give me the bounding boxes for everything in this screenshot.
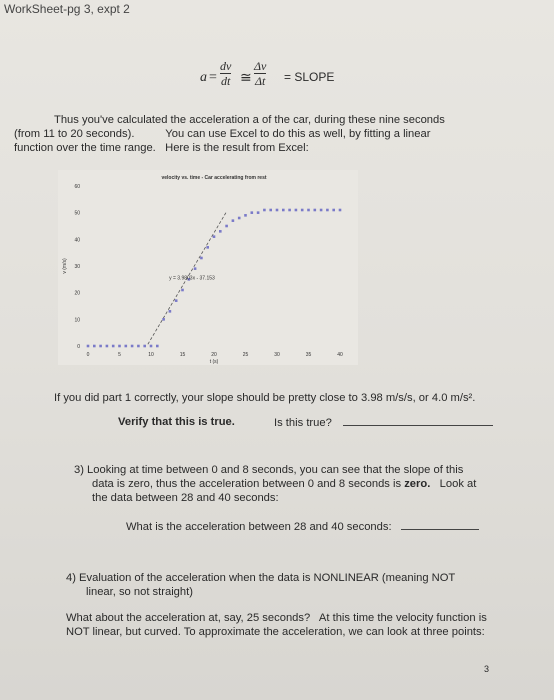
chart-title: velocity vs. time - Car accelerating from rest	[161, 175, 267, 181]
data-point	[131, 345, 134, 348]
trendline-equation: y = 3.9803x - 37.153	[169, 275, 215, 282]
data-point	[332, 209, 335, 212]
part3-answer-blank[interactable]	[401, 520, 479, 530]
page-number: 3	[484, 664, 490, 674]
x-tick-label: 35	[305, 352, 312, 358]
x-tick-label: 25	[242, 352, 249, 358]
data-point	[194, 267, 197, 270]
data-point	[150, 345, 153, 348]
intro-line-3: function over the time range. Here is the result from Excel:	[14, 142, 309, 154]
part3-line-3: the data between 28 and 40 seconds:	[92, 492, 279, 504]
data-point	[263, 209, 266, 212]
part3-question-text: What is the acceleration between 28 and 40 seconds:	[126, 521, 392, 533]
y-tick-label: 10	[74, 317, 80, 324]
data-point	[206, 246, 209, 249]
data-point	[320, 209, 323, 212]
intro-line-2: (from 11 to 20 seconds). You can use Excel to do this as well, by fitting a linear	[14, 128, 431, 140]
slope-formula	[200, 60, 380, 100]
y-tick-label: 60	[74, 184, 80, 190]
formula-delta	[254, 60, 266, 87]
x-tick-label: 15	[179, 352, 186, 358]
y-axis-label: v (m/s)	[62, 258, 68, 274]
part1-question	[274, 416, 493, 430]
data-point	[219, 230, 222, 233]
part1-question-text: Is this true?	[274, 417, 332, 429]
x-tick-label: 40	[337, 352, 343, 358]
part1-answer-blank[interactable]	[343, 416, 493, 426]
data-point	[213, 235, 216, 238]
part3-line-2a: data is zero, thus the acceleration between 0 and 8 seconds is	[92, 478, 405, 490]
part4-line-1: 4) Evaluation of the acceleration when the data is NONLINEAR (meaning NOT	[66, 572, 456, 584]
formula-rhs: = SLOPE	[284, 70, 335, 84]
chart-background	[58, 170, 358, 365]
part3-line-2c: Look at	[430, 478, 477, 490]
formula-lhs: a	[200, 70, 207, 85]
x-tick-label: 20	[211, 352, 217, 358]
part3-zero: zero.	[404, 478, 431, 490]
y-tick-label: 20	[74, 290, 80, 297]
data-point	[200, 257, 203, 260]
data-point	[137, 345, 140, 348]
data-point	[314, 209, 317, 212]
data-point	[169, 310, 172, 313]
data-point	[156, 345, 159, 348]
part3-line-1: 3) Looking at time between 0 and 8 seconds, you can see that the slope of this	[74, 464, 464, 476]
part4-line-4: NOT linear, but curved. To approximate the acceleration, we can look at three points:	[66, 626, 485, 638]
delta-numerator: Δv	[254, 59, 267, 73]
data-point	[269, 209, 272, 212]
data-point	[238, 217, 241, 220]
intro-line-1: Thus you've calculated the acceleration a of the car, during these nine seconds	[54, 114, 445, 126]
x-axis-label: t (s)	[209, 359, 219, 365]
data-point	[232, 219, 235, 222]
data-point	[251, 211, 254, 214]
data-point	[282, 209, 285, 212]
derivative-denominator: dt	[220, 74, 231, 88]
part1-check-text: If you did part 1 correctly, your slope should be pretty close to 3.98 m/s/s, or 4.0 m/s².	[54, 392, 476, 404]
derivative-numerator: dv	[220, 59, 232, 73]
delta-denominator: Δt	[254, 74, 266, 88]
y-tick-label: 0	[77, 344, 80, 350]
formula-equals: =	[209, 70, 217, 85]
part4-line-3: What about the acceleration at, say, 25 seconds? At this time the velocity function is	[66, 612, 487, 624]
data-point	[112, 345, 115, 348]
worksheet-header: WorkSheet-pg 3, expt 2	[4, 2, 130, 16]
x-tick-label: 5	[118, 352, 121, 358]
formula-approx: ≅	[240, 71, 252, 86]
data-point	[244, 214, 247, 217]
data-point	[181, 289, 184, 292]
part3-question	[126, 520, 479, 534]
chart-svg	[58, 170, 358, 365]
data-point	[118, 345, 121, 348]
y-tick-label: 50	[74, 210, 80, 217]
x-tick-label: 0	[86, 352, 90, 358]
data-point	[87, 345, 90, 348]
y-tick-label: 30	[74, 264, 80, 270]
x-tick-label: 30	[274, 352, 280, 358]
data-point	[326, 209, 329, 212]
data-point	[307, 209, 310, 212]
data-point	[125, 345, 128, 348]
data-point	[301, 209, 304, 212]
data-point	[276, 209, 279, 212]
part3-line-2	[92, 478, 476, 491]
y-tick-label: 40	[74, 237, 80, 244]
data-point	[295, 209, 298, 212]
formula-derivative	[220, 60, 231, 87]
velocity-time-chart	[58, 170, 358, 365]
data-point	[93, 345, 96, 348]
data-point	[257, 211, 260, 214]
data-point	[99, 345, 102, 348]
data-point	[175, 299, 178, 302]
data-point	[225, 225, 228, 228]
data-point	[143, 345, 146, 348]
data-point	[162, 318, 165, 321]
part4-line-2: linear, so not straight)	[86, 586, 193, 598]
data-point	[106, 345, 109, 348]
part1-verify-label: Verify that this is true.	[118, 416, 235, 428]
data-point	[339, 209, 342, 212]
x-tick-label: 10	[148, 352, 154, 358]
data-point	[288, 209, 291, 212]
